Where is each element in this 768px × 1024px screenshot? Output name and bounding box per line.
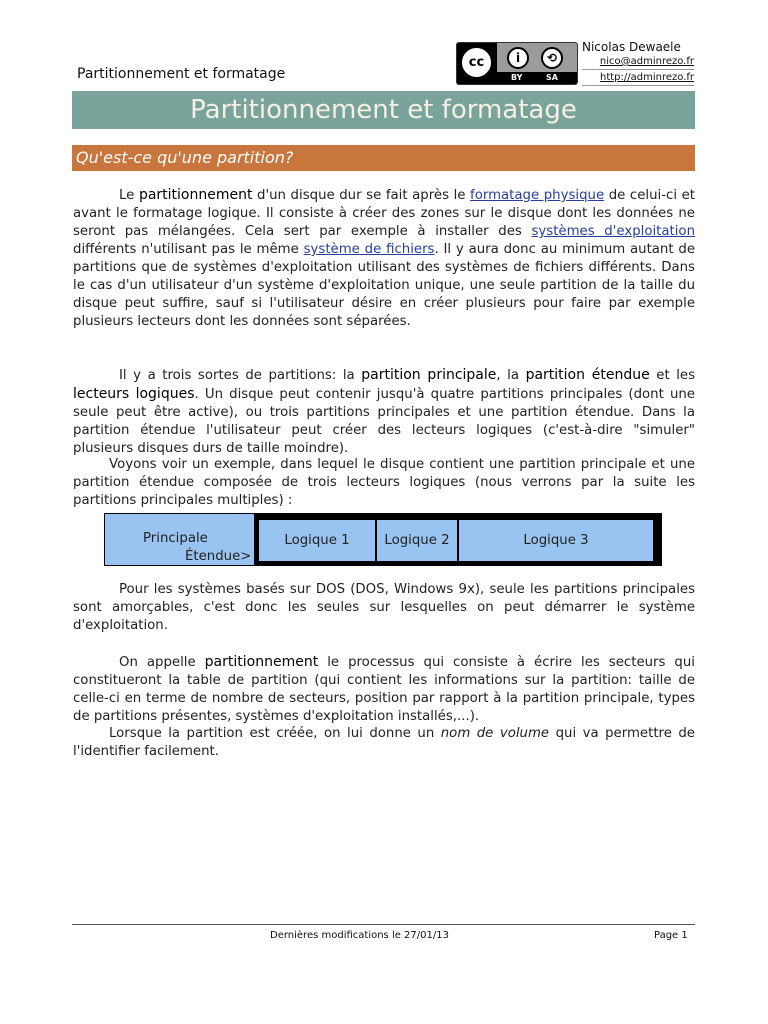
paragraph-1: Le partitionnement d'un disque dur se fait après le formatage physique de celui-ci et avant le formatage logique. Il consiste à créer des zones sur le disque dont les données ne seront pas mélangées. Cela sert par exemple à installer des systèmes d'exploitation différents n'utilisant pas le même système de fichiers. Il y aura donc au minimum autant de partitions que de systèmes d'exploitation utilisant des systèmes de fichiers différents. Dans le cas d'un utilisateur d'un système d'exploitation unique, une seule partition de la taille du disque peut suffire, sauf si l'utilisateur désire en créer plusieurs pour faire par exemple plusieurs lecteurs dont les données sont séparées. — [73, 187, 695, 329]
partition-diagram — [104, 513, 662, 566]
author-block — [582, 40, 694, 86]
header-doc-title: Partitionnement et formatage — [77, 66, 286, 82]
term-lecteurs-logiques: lecteurs logiques — [73, 386, 195, 402]
paragraph-5: On appelle partitionnement le processus qui consiste à écrire les secteurs qui constitueront la table de partition (qui contient les informations sur la partition: taille de celle-ci en terme de nombre de secteurs, position par rapport à la partition principale, types de partitions présentes, systèmes d'exploitation installés,...). — [73, 654, 695, 724]
sa-icon: ⟲ — [541, 47, 563, 69]
cc-license-badge[interactable] — [456, 42, 578, 85]
term-nom-de-volume: nom de volume — [440, 726, 550, 741]
cc-badge-strip — [497, 72, 577, 84]
author-name: Nicolas Dewaele — [582, 40, 681, 54]
cc-badge-left — [457, 43, 497, 84]
footer-page-number: Page 1 — [654, 930, 688, 941]
sa-label: SA — [546, 73, 558, 82]
author-email-link[interactable]: nico@adminrezo.fr — [582, 55, 694, 70]
footer-last-modified: Dernières modifications le 27/01/13 — [270, 930, 449, 941]
section-heading: Qu'est-ce qu'une partition? — [72, 145, 695, 171]
link-formatage-physique[interactable]: formatage physique — [470, 188, 605, 203]
cc-icon: cc — [460, 46, 493, 79]
term-partition-principale: partition principale — [361, 367, 497, 383]
by-label: BY — [511, 73, 523, 82]
footer-divider — [72, 924, 695, 925]
term-partition-etendue: partition étendue — [525, 367, 650, 383]
paragraph-3: Voyons voir un exemple, dans lequel le disque contient une partition principale et une partition étendue composée de trois lecteurs logiques (nous verrons par la suite les partitions principales multiples) : — [73, 457, 695, 508]
page-title: Partitionnement et formatage — [72, 91, 695, 129]
paragraph-6: Lorsque la partition est créée, on lui donne un nom de volume qui va permettre de l'identifier facilement. — [73, 726, 695, 759]
paragraph-4: Pour les systèmes basés sur DOS (DOS, Windows 9x), seule les partitions principales sont amorçables, c'est donc les seules sur lesquelles on peut démarrer le système d'exploitation. — [73, 582, 695, 633]
link-systeme-fichiers[interactable]: système de fichiers — [303, 242, 435, 257]
diagram-extended-label: Étendue> — [185, 549, 252, 564]
link-systemes-exploitation[interactable]: systèmes d'exploitation — [531, 224, 695, 239]
term-partitionnement: partitionnement — [138, 187, 253, 203]
diagram-logical-drive-1: Logique 1 — [259, 520, 375, 561]
diagram-principal-label: Principale — [143, 531, 208, 546]
author-website-link[interactable]: http://adminrezo.fr — [582, 71, 694, 86]
diagram-principal-partition — [105, 514, 254, 565]
diagram-logical-drive-3: Logique 3 — [459, 520, 653, 561]
diagram-logical-drive-2: Logique 2 — [377, 520, 457, 561]
by-icon: i — [507, 47, 529, 69]
term-partitionnement-2: partitionnement — [204, 654, 319, 670]
paragraph-2: Il y a trois sortes de partitions: la partition principale, la partition étendue et les lecteurs logiques. Un disque peut contenir jusqu'à quatre partitions principales (dont une seule peut être active), ou trois partitions principales et une partition étendue. Dans la partition étendue l'utilisateur peut créer des lecteurs logiques (c'est-à-dire "simuler" plusieurs disques durs de taille moindre). — [73, 367, 695, 456]
